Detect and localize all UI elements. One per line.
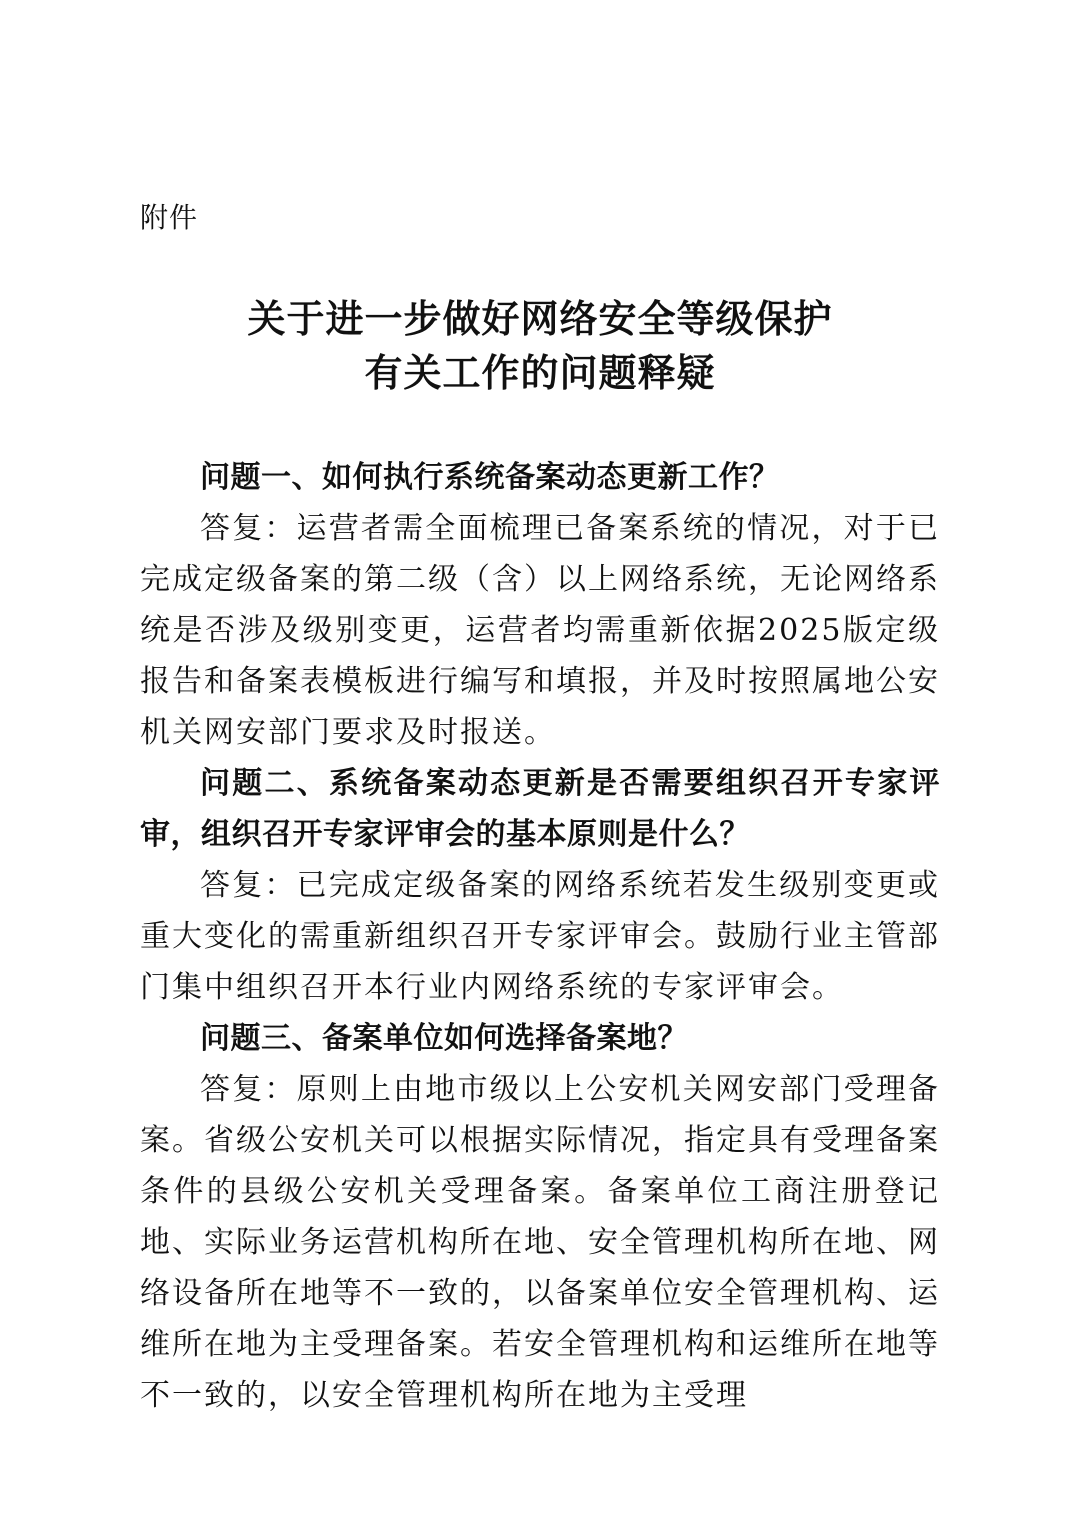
- question-2: 问题二、系统备案动态更新是否需要组织召开专家评审，组织召开专家评审会的基本原则是什么？: [140, 766, 940, 852]
- question-1: 问题一、如何执行系统备案动态更新工作？: [200, 460, 780, 495]
- title-line-2: 有关工作的问题释疑: [364, 350, 716, 395]
- question-3: 问题三、备案单位如何选择备案地？: [200, 1021, 688, 1056]
- document-body: [140, 452, 940, 1421]
- answer-2: 答复：已完成定级备案的网络系统若发生级别变更或重大变化的需重新组织召开专家评审会。鼓励行业主管部门集中组织召开本行业内网络系统的专家评审会。: [140, 868, 940, 1005]
- title-line-1: 关于进一步做好网络安全等级保护: [247, 296, 833, 341]
- attachment-label: 附件: [140, 201, 199, 234]
- answer-1: 答复：运营者需全面梳理已备案系统的情况，对于已完成定级备案的第二级（含）以上网络系统，无论网络系统是否涉及级别变更，运营者均需重新依据2025版定级报告和备案表模板进行编写和填报，并及时按照属地公安机关网安部门要求及时报送。: [140, 511, 940, 750]
- answer-3: 答复：原则上由地市级以上公安机关网安部门受理备案。省级公安机关可以根据实际情况，指定具有受理备案条件的县级公安机关受理备案。备案单位工商注册登记地、实际业务运营机构所在地、安全管理机构所在地、网络设备所在地等不一致的，以备案单位安全管理机构、运维所在地为主受理备案。若安全管理机构和运维所在地等不一致的，以安全管理机构所在地为主受理: [140, 1072, 940, 1413]
- document-title: [120, 292, 960, 400]
